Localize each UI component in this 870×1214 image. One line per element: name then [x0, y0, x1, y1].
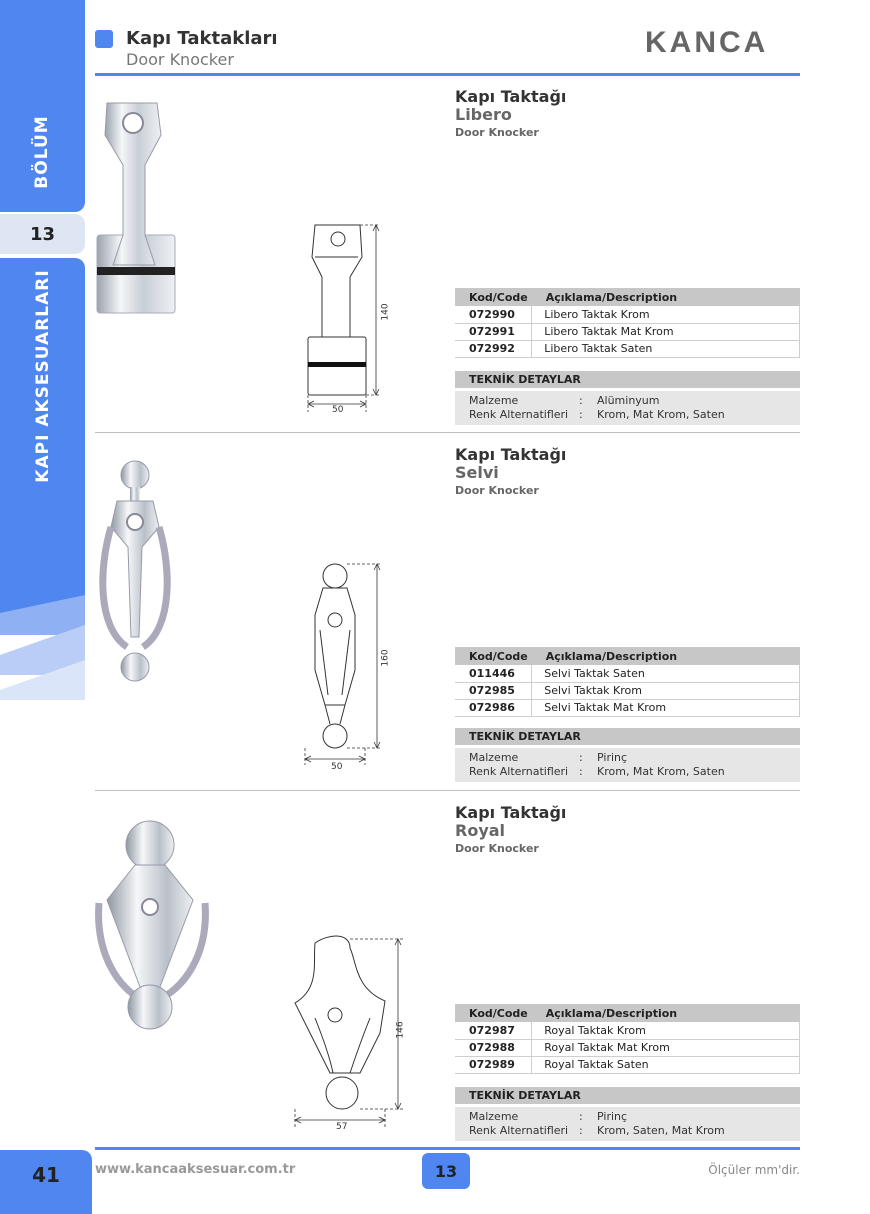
table-row	[455, 665, 800, 682]
column-header-code: Kod/Code	[455, 647, 532, 665]
product-code-table	[455, 1004, 800, 1074]
product-code: 011446	[455, 665, 532, 682]
dimension-height: 140	[380, 303, 391, 321]
product-subtitle: Door Knocker	[455, 842, 539, 855]
tech-row: Malzeme : Pirinç	[469, 1110, 628, 1123]
product-name: Royal	[455, 821, 506, 840]
product-name: Selvi	[455, 463, 499, 482]
dimension-width: 50	[332, 405, 344, 415]
product-code: 072992	[455, 340, 532, 357]
brand-logo: KANCA	[645, 26, 769, 59]
technical-details	[455, 1087, 800, 1141]
libero-product-photo	[95, 95, 185, 320]
product-description: Royal Taktak Mat Krom	[532, 1039, 800, 1056]
column-header-code: Kod/Code	[455, 1004, 532, 1022]
column-header-description: Açıklama/Description	[532, 288, 800, 306]
product-code: 072990	[455, 306, 532, 323]
product-code: 072988	[455, 1039, 532, 1056]
product-code-table	[455, 288, 800, 358]
section-label: BÖLÜM	[32, 115, 52, 189]
column-header-description: Açıklama/Description	[532, 1004, 800, 1022]
section-divider	[95, 790, 800, 791]
technical-details	[455, 371, 800, 425]
category-label: KAPI AKSESUARLARI	[33, 269, 53, 483]
product-title: Kapı Taktağı	[455, 87, 567, 106]
selvi-product-photo	[97, 457, 177, 697]
table-row	[455, 340, 800, 357]
header-divider	[95, 73, 800, 76]
product-code-table	[455, 647, 800, 717]
product-libero	[95, 77, 800, 434]
chapter-badge: 13	[422, 1153, 470, 1189]
units-note: Ölçüler mm'dir.	[708, 1163, 800, 1177]
product-selvi	[95, 435, 800, 792]
product-code: 072985	[455, 682, 532, 699]
table-row	[455, 682, 800, 699]
table-row	[455, 306, 800, 323]
dimension-width: 57	[336, 1122, 348, 1132]
table-row	[455, 1039, 800, 1056]
column-header-code: Kod/Code	[455, 288, 532, 306]
product-subtitle: Door Knocker	[455, 126, 539, 139]
product-description: Royal Taktak Saten	[532, 1056, 800, 1073]
technical-details	[455, 728, 800, 782]
tech-row: Malzeme : Pirinç	[469, 751, 628, 764]
page-title: Kapı Taktakları	[126, 28, 278, 49]
product-description: Libero Taktak Mat Krom	[532, 323, 800, 340]
tech-row: Renk Alternatifleri : Krom, Saten, Mat Krom	[469, 1124, 725, 1137]
page-subtitle: Door Knocker	[126, 50, 234, 69]
royal-product-photo	[95, 815, 213, 1035]
table-row	[455, 1022, 800, 1039]
product-title: Kapı Taktağı	[455, 803, 567, 822]
product-code: 072987	[455, 1022, 532, 1039]
product-description: Libero Taktak Krom	[532, 306, 800, 323]
tech-row: Renk Alternatifleri : Krom, Mat Krom, Saten	[469, 408, 725, 421]
page-number: 41	[0, 1150, 92, 1214]
tech-details-title: TEKNİK DETAYLAR	[455, 1087, 800, 1104]
tech-row: Renk Alternatifleri : Krom, Mat Krom, Saten	[469, 765, 725, 778]
dimension-width: 50	[331, 762, 343, 772]
footer-divider	[95, 1147, 800, 1150]
tech-details-title: TEKNİK DETAYLAR	[455, 728, 800, 745]
product-description: Selvi Taktak Saten	[532, 665, 800, 682]
product-description: Royal Taktak Krom	[532, 1022, 800, 1039]
header-bullet-icon	[95, 30, 113, 48]
product-subtitle: Door Knocker	[455, 484, 539, 497]
section-divider	[95, 432, 800, 433]
product-title: Kapı Taktağı	[455, 445, 567, 464]
dimension-height: 160	[380, 649, 391, 667]
section-number: 13	[0, 214, 85, 254]
product-royal	[95, 793, 800, 1150]
product-description: Libero Taktak Saten	[532, 340, 800, 357]
sidebar	[0, 0, 85, 1214]
table-row	[455, 1056, 800, 1073]
website-link[interactable]: www.kancaaksesuar.com.tr	[95, 1162, 296, 1177]
tech-row: Malzeme : Alüminyum	[469, 394, 660, 407]
product-code: 072991	[455, 323, 532, 340]
dimension-height: 146	[395, 1021, 406, 1039]
product-description: Selvi Taktak Mat Krom	[532, 699, 800, 716]
tech-details-title: TEKNİK DETAYLAR	[455, 371, 800, 388]
product-code: 072986	[455, 699, 532, 716]
product-name: Libero	[455, 105, 512, 124]
table-row	[455, 323, 800, 340]
column-header-description: Açıklama/Description	[532, 647, 800, 665]
selvi-technical-drawing	[300, 560, 405, 775]
product-description: Selvi Taktak Krom	[532, 682, 800, 699]
table-row	[455, 699, 800, 716]
product-code: 072989	[455, 1056, 532, 1073]
